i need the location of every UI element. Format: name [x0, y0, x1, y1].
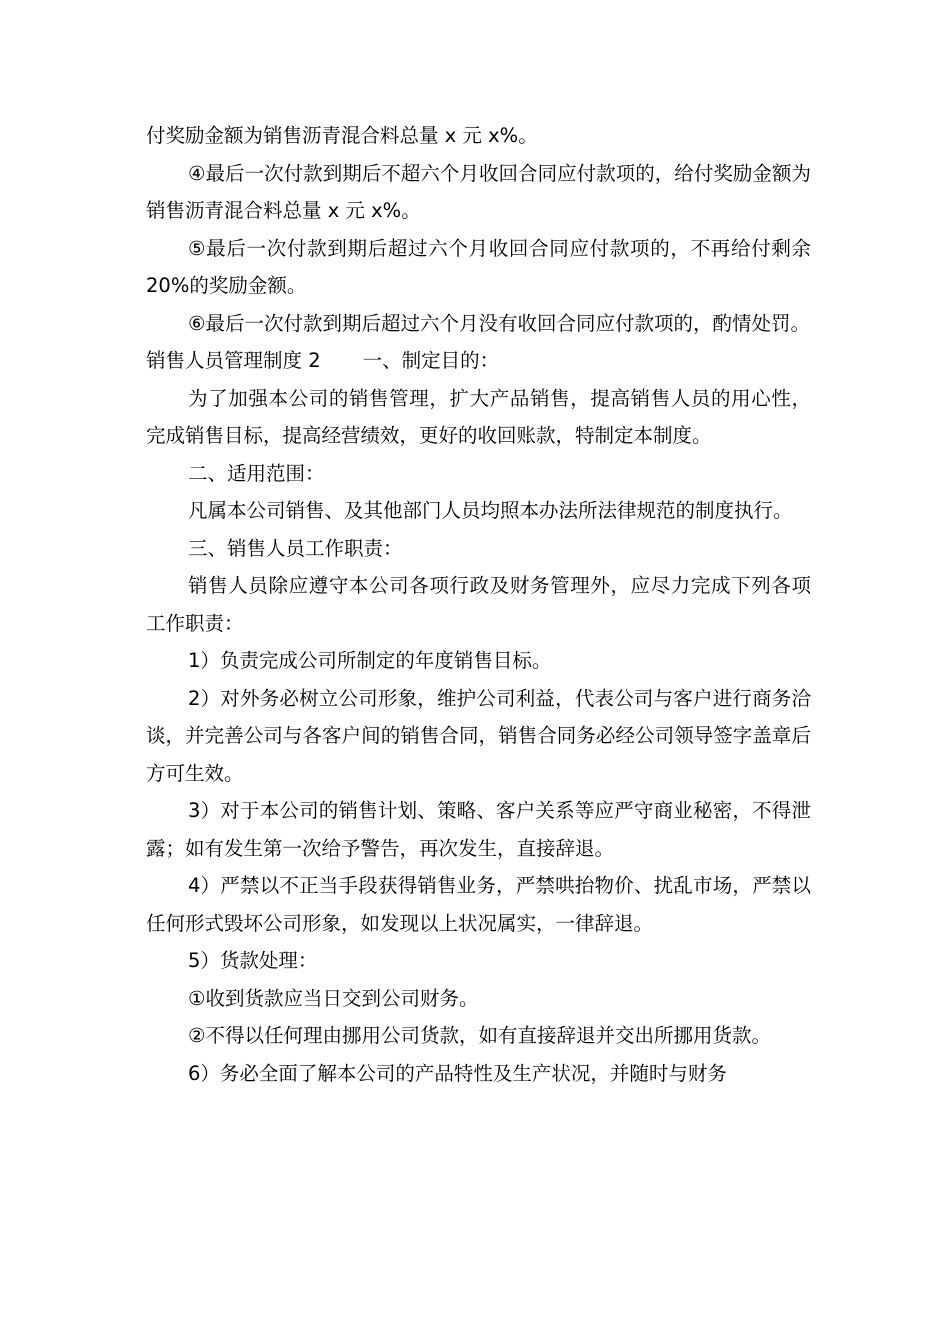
paragraph: 付奖励金额为销售沥青混合料总量 x 元 x%。: [146, 124, 538, 147]
list-item: 4）严禁以不正当手段获得销售业务，严禁哄抬物价、扰乱市场，严禁以任何形式毁坏公司形象，如发现以上状况属实，一律辞退。: [146, 874, 811, 935]
section-heading: [146, 342, 811, 380]
list-item: 1）负责完成公司所制定的年度销售目标。: [188, 649, 552, 672]
paragraph: 销售人员除应遵守本公司各项行政及财务管理外，应尽力完成下列各项工作职责：: [146, 574, 811, 635]
list-item: 2）对外务必树立公司形象，维护公司利益，代表公司与客户进行商务洽谈，并完善公司与各客户间的销售合同，销售合同务必经公司领导签字盖章后方可生效。: [146, 686, 811, 785]
list-item: ①收到货款应当日交到公司财务。: [188, 986, 479, 1010]
list-item: 6）务必全面了解本公司的产品特性及生产状况，并随时与财务: [188, 1061, 727, 1085]
paragraph: ⑥最后一次付款到期后超过六个月没有收回合同应付款项的，酌情处罚。: [188, 311, 810, 335]
paragraph: 二、适用范围：: [188, 461, 325, 485]
list-item: ②不得以任何理由挪用公司货款，如有直接辞退并交出所挪用货款。: [188, 1024, 771, 1047]
paragraph: 三、销售人员工作职责：: [188, 536, 403, 560]
paragraph: ⑤最后一次付款到期后超过六个月收回合同应付款项的，不再给付剩余 20%的奖励金额。: [146, 236, 811, 297]
section-title: 一、制定目的：: [362, 349, 500, 372]
paragraph: 为了加强本公司的销售管理，扩大产品销售，提高销售人员的用心性，完成销售目标，提高经营绩效，更好的收回账款，特制定本制度。: [146, 386, 811, 447]
intro-paragraphs: [146, 117, 811, 342]
document-title: 销售人员管理制度 2: [146, 349, 321, 372]
paragraph: 凡属本公司销售、及其他部门人员均照本办法所法律规范的制度执行。: [188, 499, 793, 522]
list-item: 5）货款处理：: [188, 949, 318, 972]
body-paragraphs: [146, 380, 811, 1093]
list-item: 3）对于本公司的销售计划、策略、客户关系等应严守商业秘密，不得泄露；如有发生第一次给予警告，再次发生，直接辞退。: [146, 799, 811, 860]
paragraph: ④最后一次付款到期后不超六个月收回合同应付款项的，给付奖励金额为销售沥青混合料总量 x 元 x%。: [146, 161, 811, 222]
document-page: [146, 117, 811, 1092]
